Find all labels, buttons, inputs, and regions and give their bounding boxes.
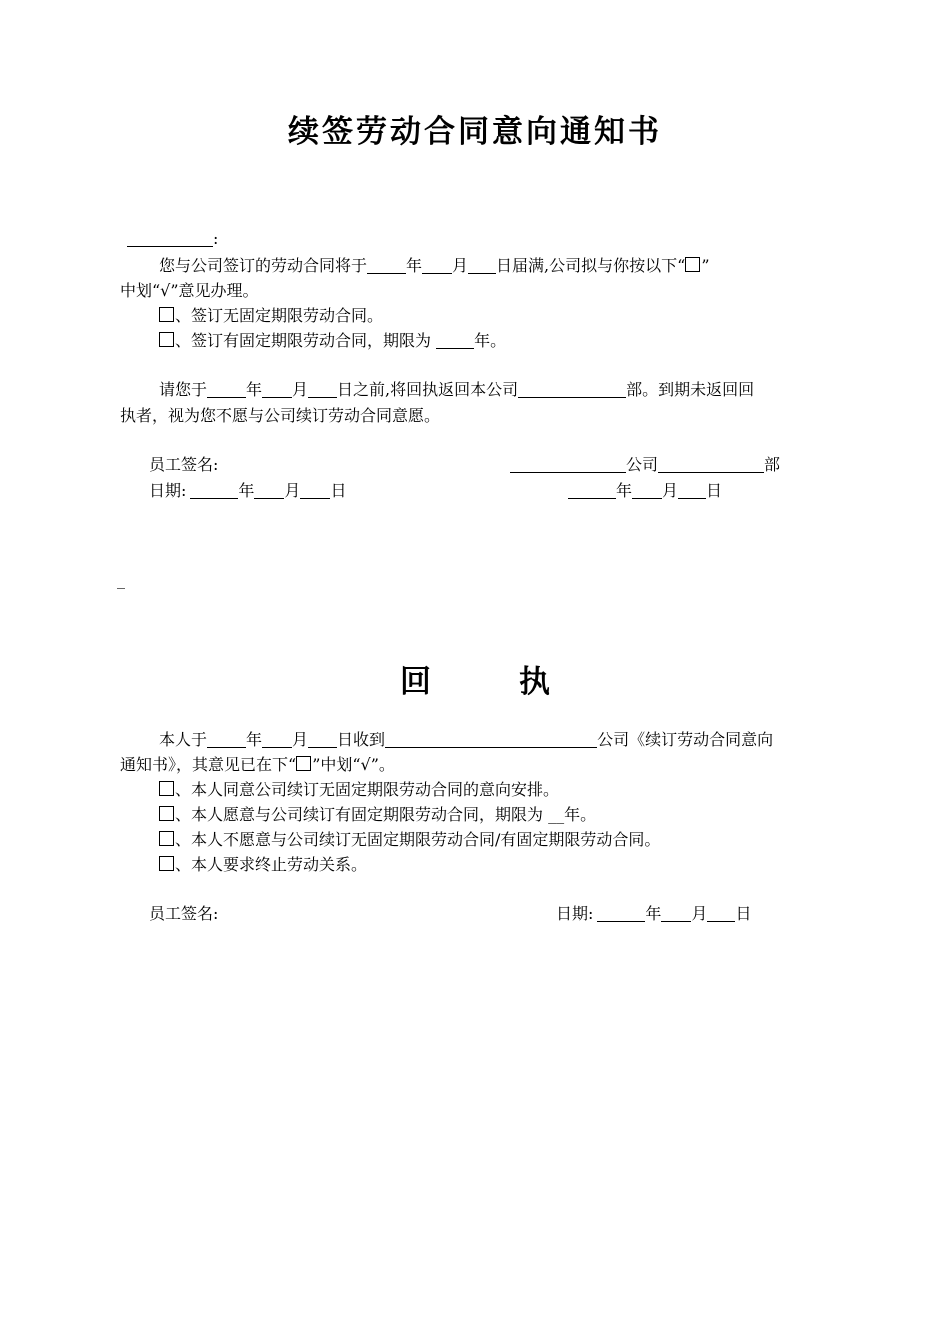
employee-signature-label: 员工签名: bbox=[149, 455, 219, 474]
employee-date-line bbox=[149, 478, 346, 501]
checkbox-icon[interactable] bbox=[159, 831, 174, 846]
receipt-option-2-term: __年。 bbox=[548, 805, 597, 824]
month-blank bbox=[632, 482, 662, 499]
year-blank bbox=[207, 381, 246, 398]
date-label: 日期: bbox=[556, 904, 594, 923]
term-blank bbox=[436, 332, 474, 349]
receipt-p1-line-2-text-2: ”中划“√”。 bbox=[312, 755, 395, 774]
year-blank bbox=[597, 905, 645, 922]
month-label: 月 bbox=[452, 256, 469, 275]
addressee-line bbox=[127, 229, 218, 248]
receipt-signature-label: 员工签名: bbox=[149, 904, 219, 923]
day-blank bbox=[468, 257, 496, 274]
date-label: 日期: bbox=[149, 481, 187, 500]
notice-option-1[interactable] bbox=[159, 303, 383, 326]
day-blank bbox=[678, 482, 706, 499]
receipt-date-line bbox=[556, 901, 751, 924]
receipt-option-2-label: 、本人愿意与公司续订有固定期限劳动合同，期限为 bbox=[175, 805, 544, 824]
company-label: 公司 bbox=[626, 455, 659, 474]
year-blank bbox=[367, 257, 406, 274]
checkbox-icon[interactable] bbox=[159, 806, 174, 821]
checkbox-icon[interactable] bbox=[159, 307, 174, 322]
notice-p2-text-2: 日之前,将回执返回本公司 bbox=[337, 380, 519, 399]
addressee-blank bbox=[127, 230, 213, 247]
month-label: 月 bbox=[284, 481, 301, 500]
month-blank bbox=[661, 905, 691, 922]
year-label: 年 bbox=[238, 481, 255, 500]
day-label: 日 bbox=[735, 904, 752, 923]
checkbox-icon bbox=[296, 756, 311, 771]
year-label: 年 bbox=[616, 481, 633, 500]
dept-blank bbox=[518, 381, 626, 398]
notice-p2-text-3: 部。到期未返回回 bbox=[626, 380, 755, 399]
company-blank bbox=[385, 731, 597, 748]
receipt-option-3-label: 、本人不愿意与公司续订无固定期限劳动合同/有固定期限劳动合同。 bbox=[175, 830, 661, 849]
receipt-title-right: 执 bbox=[519, 664, 550, 700]
notice-option-2-label: 、签订有固定期限劳动合同，期限为 bbox=[175, 331, 432, 350]
company-blank bbox=[510, 456, 626, 473]
receipt-p1-text: 本人于 bbox=[159, 730, 208, 749]
month-label: 月 bbox=[662, 481, 679, 500]
receipt-option-3[interactable] bbox=[159, 827, 660, 850]
day-label: 日 bbox=[706, 481, 723, 500]
month-blank bbox=[262, 381, 292, 398]
notice-option-2[interactable] bbox=[159, 328, 506, 351]
notice-p1-text-2: 日届满,公司拟与你按以下“ bbox=[496, 256, 686, 275]
day-blank bbox=[308, 381, 337, 398]
notice-option-2-end: 年。 bbox=[474, 331, 507, 350]
addressee-colon: : bbox=[213, 229, 219, 248]
month-blank bbox=[262, 731, 292, 748]
receipt-p1-line-2 bbox=[120, 752, 395, 775]
checkbox-icon bbox=[685, 257, 700, 272]
month-blank bbox=[422, 257, 452, 274]
month-blank bbox=[254, 482, 284, 499]
year-label: 年 bbox=[406, 256, 423, 275]
year-label: 年 bbox=[246, 730, 263, 749]
receipt-paragraph-1 bbox=[159, 727, 773, 750]
receipt-p1-text-3: 公司《续订劳动合同意向 bbox=[597, 730, 774, 749]
receipt-p1-line-2-text: 通知书》，其意见已在下“ bbox=[120, 755, 297, 774]
checkbox-icon[interactable] bbox=[159, 332, 174, 347]
notice-p2-line-2: 执者，视为您不愿与公司续订劳动合同意愿。 bbox=[120, 406, 441, 425]
notice-option-1-label: 、签订无固定期限劳动合同。 bbox=[175, 306, 384, 325]
month-label: 月 bbox=[292, 380, 309, 399]
dept-blank bbox=[658, 456, 764, 473]
year-label: 年 bbox=[645, 904, 662, 923]
day-blank bbox=[308, 731, 337, 748]
year-blank bbox=[568, 482, 616, 499]
checkbox-icon[interactable] bbox=[159, 856, 174, 871]
receipt-p1-text-2: 日收到 bbox=[337, 730, 386, 749]
notice-p2-text: 请您于 bbox=[159, 380, 208, 399]
company-dept-line bbox=[510, 452, 780, 475]
day-blank bbox=[300, 482, 330, 499]
receipt-option-4-label: 、本人要求终止劳动关系。 bbox=[175, 855, 368, 874]
year-blank bbox=[207, 731, 246, 748]
month-label: 月 bbox=[292, 730, 309, 749]
receipt-option-1[interactable] bbox=[159, 777, 559, 800]
checkbox-icon[interactable] bbox=[159, 781, 174, 796]
notice-paragraph-2 bbox=[159, 377, 754, 400]
receipt-option-4[interactable] bbox=[159, 852, 367, 875]
year-blank bbox=[190, 482, 238, 499]
notice-p1-text: 您与公司签订的劳动合同将于 bbox=[159, 256, 368, 275]
page-title: 续签劳动合同意向通知书 bbox=[288, 114, 662, 150]
company-date-line bbox=[568, 478, 722, 501]
receipt-title bbox=[0, 656, 950, 701]
day-label: 日 bbox=[330, 481, 347, 500]
receipt-option-1-label: 、本人同意公司续订无固定期限劳动合同的意向安排。 bbox=[175, 780, 560, 799]
day-blank bbox=[707, 905, 735, 922]
year-label: 年 bbox=[246, 380, 263, 399]
quote-mark: ” bbox=[701, 256, 710, 275]
notice-paragraph-1 bbox=[159, 253, 710, 276]
receipt-title-left: 回 bbox=[400, 664, 431, 700]
notice-p1-line-2: 中划“√”意见办理。 bbox=[120, 281, 259, 300]
month-label: 月 bbox=[691, 904, 708, 923]
dept-label: 部 bbox=[764, 455, 781, 474]
receipt-option-2[interactable] bbox=[159, 802, 596, 825]
stray-mark: _ bbox=[117, 570, 125, 589]
